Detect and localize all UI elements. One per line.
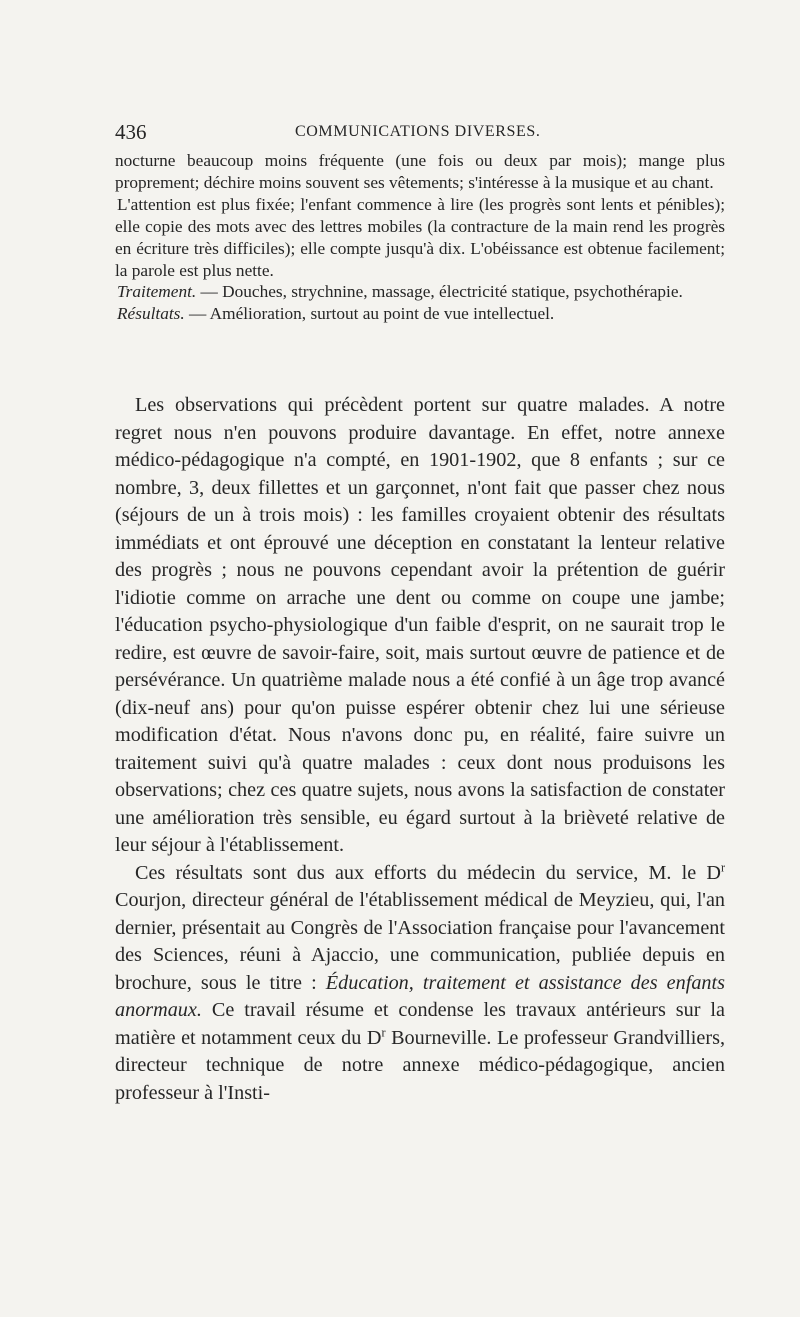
p2-part-c: Ce travail résume et condense les travaux antérieurs sur la matière et notamment ceux du D	[115, 999, 725, 1049]
p2-part-a: Ces résultats sont dus aux efforts du médecin du service, M. le D	[135, 861, 721, 884]
main-paragraph-1: Les observations qui précèdent portent sur quatre malades. A notre regret nous n'en pouvons produire davantage. En effet, notre annexe médico-pédagogique n'a compté, en 1901-1902, que 8 enfants ; sur ce nombre, 3, deux fillettes et un garçonnet, n'ont fait que passer chez nous (séjours de un à trois mois) : les familles croyaient obtenir des résultats immédiats et ont éprouvé une déception en constatant la lenteur relative des progrès ; nous ne pouvons cependant avoir la prétention de guérir l'idiotie comme on arrache une dent ou comme on coupe une jambe; l'éducation psycho-physiologique d'un faible d'esprit, on ne saurait trop le redire, est œuvre de savoir-faire, soit, mais surtout œuvre de patience et de persévérance. Un quatrième malade nous a été confié à un âge trop avancé (dix-neuf ans) pour qu'on puisse espérer obtenir chez lui une sérieuse modification d'état. Nous n'avons donc pu, en réalité, faire suivre un traitement suivi qu'à quatre malades : ceux dont nous produisons les observations; chez ces quatre sujets, nous avons la satisfaction de constater une amélioration très sensible, eu égard surtout à la brièveté relative de leur séjour à l'établissement.	[115, 394, 725, 856]
case-notes	[115, 150, 725, 325]
resultats-text: — Amélioration, surtout au point de vue intellectuel.	[184, 304, 555, 324]
p2-superscript-1: r	[720, 859, 725, 874]
brochure-title: Éducation, traitement et assistance des enfants anormaux.	[115, 971, 725, 1021]
traitement-label: Traitement.	[117, 282, 197, 302]
p2-part-b: Courjon, directeur général de l'établissement médical de Meyzieu, qui, l'an dernier, présentait au Congrès de l'Association française pour l'avancement des Sciences, réuni à Ajaccio, une communication, publiée depuis en brochure, sous le titre :	[115, 889, 725, 994]
case-paragraph-2: L'attention est plus fixée; l'enfant commence à lire (les progrès sont lents et pénibles); elle copie des mots avec des lettres mobiles (la contracture de la main rend les progrès en écriture très difficiles); elle compte jusqu'à dix. L'obéissance est obtenue facilement; la parole est plus nette.	[115, 194, 725, 280]
main-text	[115, 392, 725, 1107]
case-paragraph-1: nocturne beaucoup moins fréquente (une fois ou deux par mois); mange plus proprement; déchire moins souvent ses vêtements; s'intéresse à la musique et au chant.	[115, 151, 725, 192]
page-header	[115, 120, 725, 148]
resultats-label: Résultats.	[117, 304, 185, 324]
traitement-paragraph	[115, 281, 725, 303]
p2-part-d: Bourneville. Le professeur Grandvilliers, directeur technique de notre annexe médico-pédagogique, ancien professeur à l'Insti-	[115, 1026, 725, 1104]
page-number: 436	[115, 120, 147, 144]
resultats-paragraph	[115, 303, 725, 325]
traitement-text: — Douches, strychnine, massage, électricité statique, psychothérapie.	[196, 282, 683, 302]
main-paragraph-2	[115, 860, 725, 1108]
running-head: COMMUNICATIONS DIVERSES.	[295, 123, 541, 140]
p2-superscript-2: r	[381, 1024, 386, 1039]
